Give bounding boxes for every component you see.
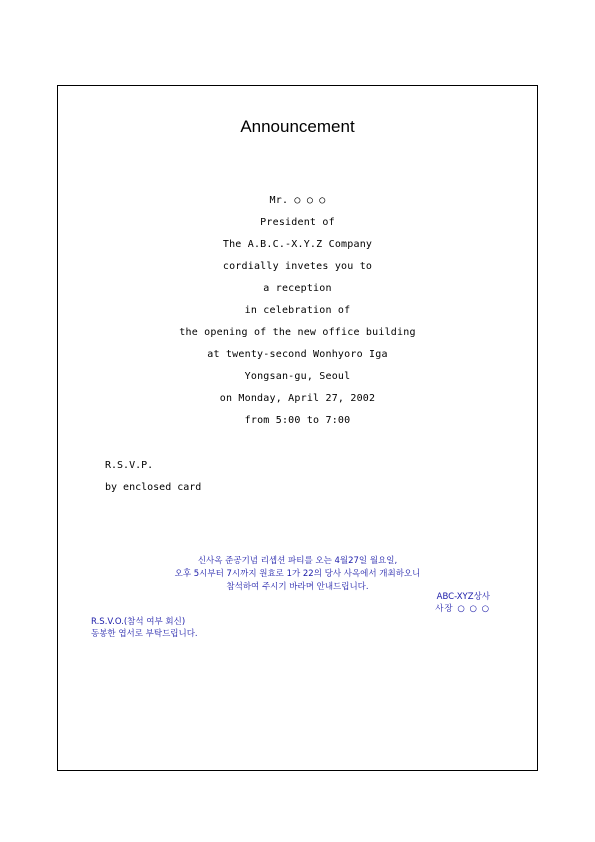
invitation-line: from 5:00 to 7:00: [244, 415, 351, 426]
invitation-line: a reception: [263, 283, 332, 294]
korean-company: ABC-XYZ상사: [436, 592, 490, 602]
invitation-line: on Monday, April 27, 2002: [219, 393, 376, 404]
invitation-line: in celebration of: [244, 305, 351, 316]
invitation-line: Yongsan-gu, Seoul: [244, 371, 351, 382]
invitation-line: Mr. ○ ○ ○: [269, 195, 326, 206]
rsvp-block: [105, 458, 201, 502]
invitation-line: the opening of the new office building: [179, 327, 416, 338]
korean-line: 신사옥 준공기념 리셉션 파티를 오는 4월27일 월요일,: [197, 556, 398, 566]
korean-translation: [0, 555, 595, 639]
invitation-line: cordially invetes you to: [222, 261, 373, 272]
korean-line: 오후 5시부터 7시까지 원효로 1가 22의 당사 사옥에서 개최하오니: [174, 569, 421, 579]
korean-rsvp: R.S.V.O.(참석 여부 회신): [91, 617, 186, 627]
korean-president: 사장 ○ ○ ○: [435, 604, 490, 614]
invitation-line: The A.B.C.-X.Y.Z Company: [222, 239, 373, 250]
document-title: Announcement: [240, 117, 355, 136]
korean-postcard-note: 동봉한 엽서로 부탁드립니다.: [91, 629, 198, 639]
rsvp-label: R.S.V.P.: [105, 460, 154, 471]
korean-line: 참석하여 주시기 바라며 안내드립니다.: [226, 582, 369, 592]
invitation-body: [0, 193, 595, 435]
rsvp-note: by enclosed card: [105, 482, 202, 493]
invitation-line: at twenty-second Wonhyoro Iga: [207, 349, 388, 360]
invitation-line: President of: [260, 217, 335, 228]
